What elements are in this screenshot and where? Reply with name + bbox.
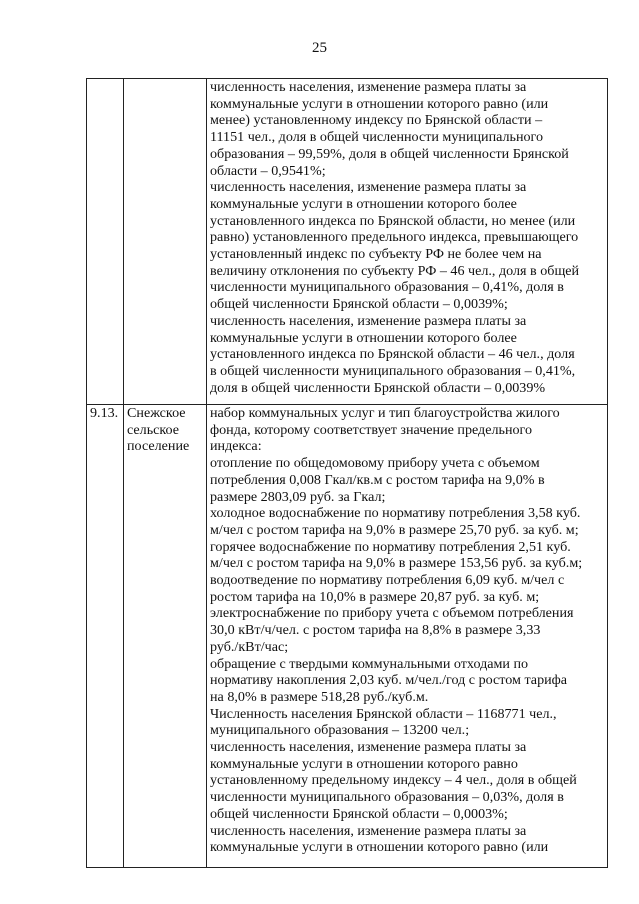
text-line: коммунальные услуги в отношении которого равно (или bbox=[210, 839, 549, 856]
text-line: общей численности Брянской области – 0,0039%; bbox=[210, 296, 508, 313]
settlement-cell bbox=[124, 79, 207, 405]
text-line: м/чел с ростом тарифа на 9,0% в размере 25,70 руб. за куб. м; bbox=[210, 521, 579, 538]
text-line: образования – 99,59%, доля в общей численности Брянской bbox=[210, 145, 569, 162]
text-line: области – 0,9541%; bbox=[210, 162, 326, 179]
text-line: коммунальные услуги в отношении которого более bbox=[210, 195, 517, 212]
text-line: в общей численности муниципального образования – 0,41%, bbox=[210, 362, 576, 379]
description-cell bbox=[207, 79, 608, 405]
row-number-cell: 9.13. bbox=[87, 405, 124, 868]
text-line: менее) установленному индексу по Брянской области – bbox=[210, 112, 543, 129]
text-line: установленного индекса по Брянской области, но менее (или bbox=[210, 212, 576, 229]
text-line: 30,0 кВт/ч/чел. с ростом тарифа на 8,8% в размере 3,33 bbox=[210, 622, 541, 639]
settlement-name-line: сельское bbox=[127, 421, 180, 438]
text-line: коммунальные услуги в отношении которого более bbox=[210, 329, 517, 346]
text-line: численность населения, изменение размера платы за bbox=[210, 822, 527, 839]
text-line: численность населения, изменение размера платы за bbox=[210, 79, 527, 95]
text-line: установленный индекс по субъекту РФ не более чем на bbox=[210, 246, 542, 263]
text-line: Численность населения Брянской области – 1168771 чел., bbox=[210, 705, 557, 722]
text-line: фонда, которому соответствует значение предельного bbox=[210, 421, 533, 438]
text-line: коммунальные услуги в отношении которого равно bbox=[210, 755, 518, 772]
text-line: ростом тарифа на 10,0% в размере 20,87 руб. за куб. м; bbox=[210, 588, 540, 605]
text-line: численности муниципального образования – 0,41%, доля в bbox=[210, 279, 564, 296]
text-line: обращение с твердыми коммунальными отходами по bbox=[210, 655, 529, 672]
text-line: потребления 0,008 Гкал/кв.м с ростом тарифа на 9,0% в bbox=[210, 471, 545, 488]
text-line: размере 2803,09 руб. за Гкал; bbox=[210, 488, 386, 505]
text-line: общей численности Брянской области – 0,0003%; bbox=[210, 805, 508, 822]
page-number: 25 bbox=[312, 40, 327, 56]
text-line: численности муниципального образования – 0,03%, доля в bbox=[210, 789, 564, 806]
settlement-name-line: поселение bbox=[127, 438, 190, 455]
text-line: холодное водоснабжение по нормативу потребления 3,58 куб. bbox=[210, 505, 581, 522]
settlement-name-line: Снежское bbox=[127, 405, 186, 421]
text-line: м/чел с ростом тарифа на 9,0% в размере 153,56 руб. за куб.м; bbox=[210, 555, 583, 572]
document-table bbox=[86, 78, 608, 868]
text-line: численность населения, изменение размера платы за bbox=[210, 312, 527, 329]
text-line: индекса: bbox=[210, 438, 262, 455]
text-line: коммунальные услуги в отношении которого равно (или bbox=[210, 95, 549, 112]
text-line: доля в общей численности Брянской области – 0,0039% bbox=[210, 379, 546, 396]
table-row bbox=[87, 405, 608, 868]
text-line: отопление по общедомовому прибору учета с объемом bbox=[210, 455, 540, 472]
text-line: руб./кВт/час; bbox=[210, 638, 289, 655]
description-cell bbox=[207, 405, 608, 868]
text-line: электроснабжение по прибору учета с объемом потребления bbox=[210, 605, 574, 622]
text-line: равно) установленного предельного индекса, превышающего bbox=[210, 229, 579, 246]
text-line: 11151 чел., доля в общей численности муниципального bbox=[210, 129, 544, 146]
text-line: установленному предельному индексу – 4 чел., доля в общей bbox=[210, 772, 577, 789]
text-line: горячее водоснабжение по нормативу потребления 2,51 куб. bbox=[210, 538, 571, 555]
text-line: нормативу накопления 2,03 куб. м/чел./год с ростом тарифа bbox=[210, 672, 568, 689]
text-line: численность населения, изменение размера платы за bbox=[210, 739, 527, 756]
text-line: численность населения, изменение размера платы за bbox=[210, 179, 527, 196]
table-row bbox=[87, 79, 608, 405]
text-line: величину отклонения по субъекту РФ – 46 чел., доля в общей bbox=[210, 262, 580, 279]
text-line: установленного индекса по Брянской области – 46 чел., доля bbox=[210, 346, 575, 363]
text-line: муниципального образования – 13200 чел.; bbox=[210, 722, 470, 739]
text-line: водоотведение по нормативу потребления 6,09 куб. м/чел с bbox=[210, 572, 565, 589]
settlement-cell bbox=[124, 405, 207, 868]
row-number-cell bbox=[87, 79, 124, 405]
text-line: набор коммунальных услуг и тип благоустройства жилого bbox=[210, 405, 560, 421]
text-line: на 8,0% в размере 518,28 руб./куб.м. bbox=[210, 688, 429, 705]
